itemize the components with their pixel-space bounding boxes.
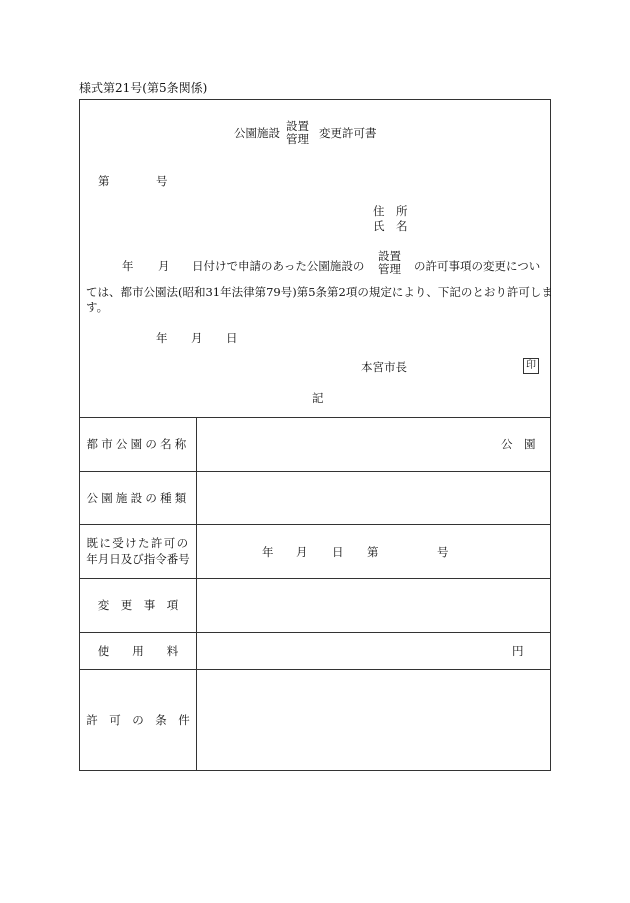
changes-field[interactable] (200, 581, 546, 629)
body-text-a: 日付けで申請のあった公園施設の (192, 259, 365, 273)
prior-permit-label-cell (80, 524, 196, 578)
ki-label: 記 (312, 391, 324, 405)
changes-label-cell (80, 578, 196, 632)
prior-permit-label-line1: 既に受けた許可の (86, 536, 190, 550)
title-option-kanri: 管理 (286, 132, 309, 146)
name-label: 氏 名 (373, 219, 408, 233)
prior-permit-label-line2: 年月日及び指令番号 (86, 552, 190, 566)
title-option-setchi: 設置 (286, 119, 309, 133)
conditions-field[interactable] (200, 672, 546, 768)
facility-type-field[interactable] (200, 474, 546, 521)
form-frame (79, 99, 551, 771)
prior-permit-month: 月 (296, 545, 308, 559)
park-name-suffix: 公 園 (501, 437, 536, 451)
form-number: 様式第21号(第5条関係) (79, 81, 208, 95)
body-line-2: ては、都市公園法(昭和31年法律第79号)第5条第2項の規定により、下記のとおり許可しま (86, 285, 553, 299)
changes-label: 変 更 事 項 (97, 598, 179, 612)
prior-permit-dai: 第 (367, 545, 379, 559)
fee-label: 使 用 料 (97, 643, 179, 658)
body-option-setchi: 設置 (378, 249, 401, 263)
doc-number-go: 号 (156, 174, 168, 188)
facility-type-label-cell (80, 471, 196, 524)
fee-field[interactable] (200, 635, 500, 666)
body-line-3: す。 (86, 300, 109, 314)
address-label: 住 所 (373, 204, 408, 218)
fee-label-cell (80, 632, 196, 669)
form-title (234, 120, 377, 146)
prior-permit-year: 年 (262, 545, 274, 559)
title-option-stack (286, 120, 309, 146)
doc-number-dai: 第 (98, 174, 110, 188)
issue-date-year: 年 (156, 331, 168, 345)
fee-unit: 円 (512, 644, 524, 658)
park-name-label: 都市公園の名称 (86, 437, 190, 451)
issue-date-day: 日 (226, 331, 238, 345)
body-date-month: 月 (158, 259, 170, 273)
park-name-label-cell (80, 417, 196, 471)
prior-permit-go: 号 (437, 545, 449, 559)
body-option-kanri: 管理 (378, 262, 401, 276)
table-column-divider (196, 417, 197, 771)
issuer-name: 本宮市長 (361, 360, 407, 374)
title-prefix: 公園施設 (234, 126, 280, 140)
conditions-label: 許 可 の 条 件 (86, 713, 190, 727)
prior-permit-day: 日 (332, 545, 344, 559)
title-suffix: 変更許可書 (319, 126, 377, 140)
body-date-year: 年 (122, 259, 134, 273)
issue-date-month: 月 (191, 331, 203, 345)
facility-type-label: 公園施設の種類 (86, 490, 190, 505)
conditions-label-cell (80, 669, 196, 771)
seal-stamp: 印 (523, 358, 539, 374)
body-text-b: の許可事項の変更につい (414, 259, 541, 273)
body-option-stack (378, 250, 401, 276)
park-name-field[interactable] (200, 420, 490, 468)
